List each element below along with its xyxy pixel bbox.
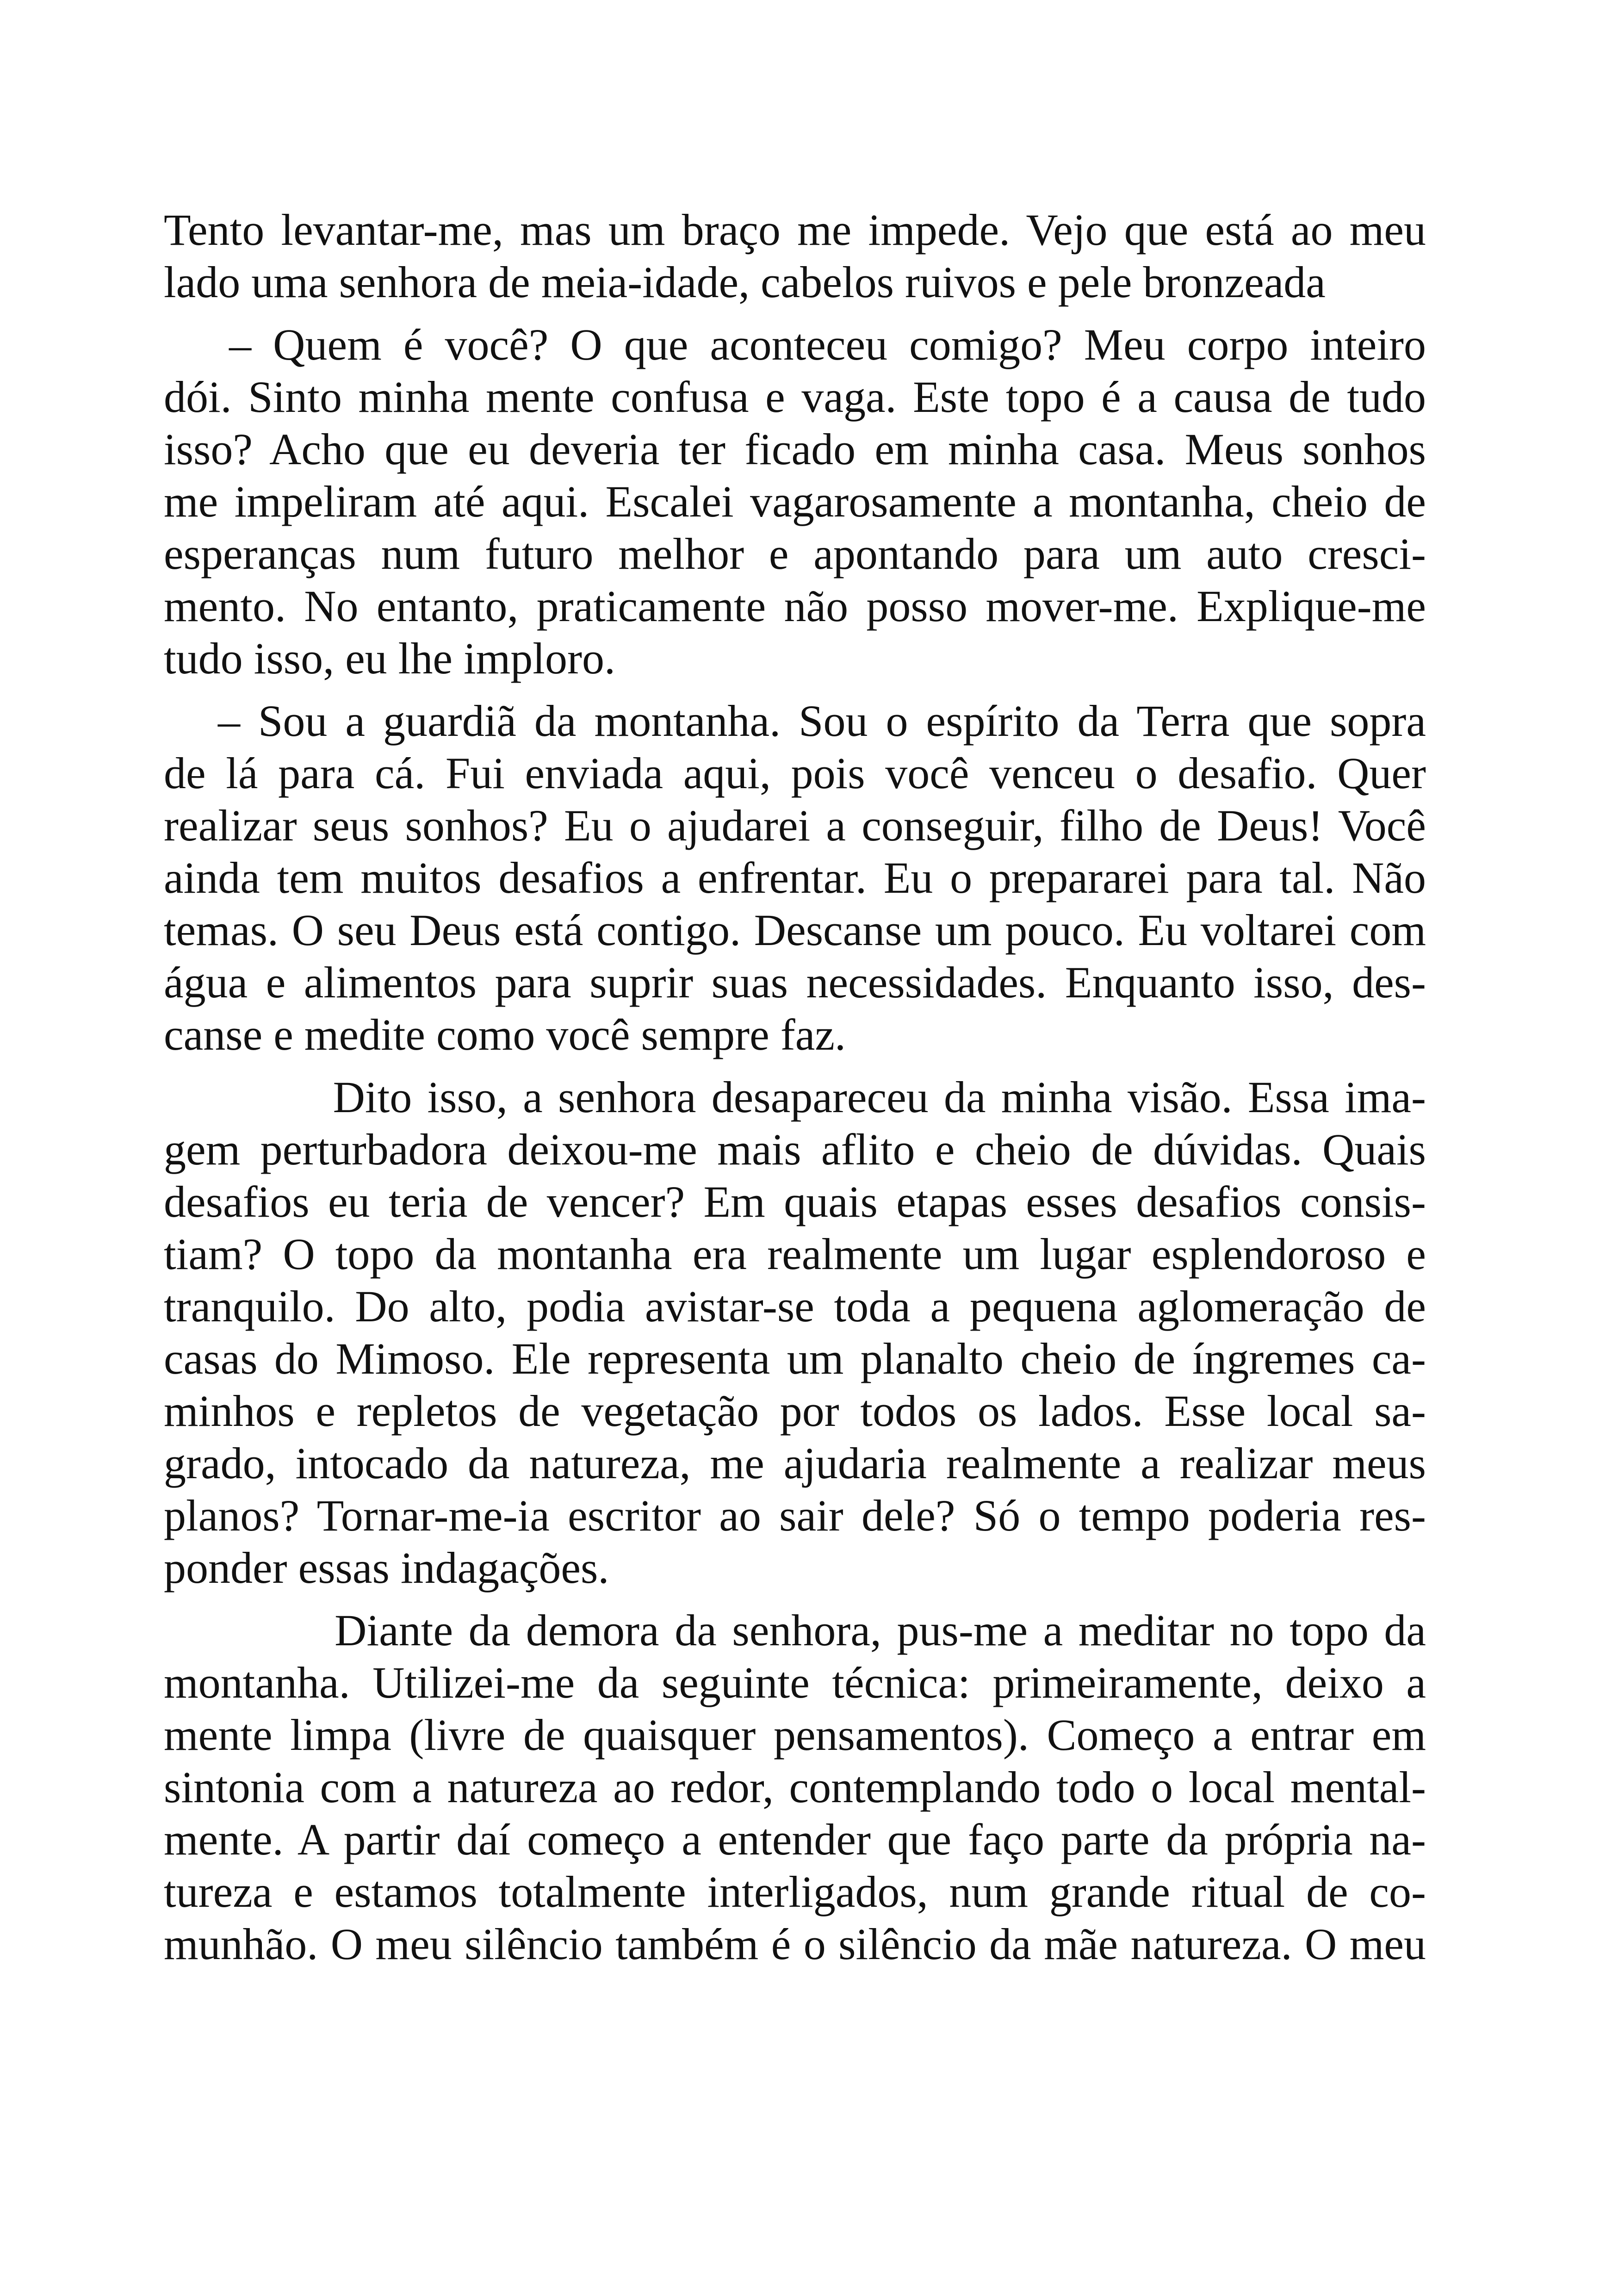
text-line: me impeliram até aqui. Escalei vagarosamente a montanha, cheio de [164, 477, 1426, 526]
text-line: Dito isso, a senhora desapareceu da minha visão. Essa ima- [164, 1072, 1426, 1122]
text-line: desafios eu teria de vencer? Em quais etapas esses desafios consis- [164, 1177, 1426, 1226]
text-line: realizar seus sonhos? Eu o ajudarei a conseguir, filho de Deus! Você [164, 801, 1426, 850]
text-line: esperanças num futuro melhor e apontando para um auto cresci- [164, 529, 1426, 579]
text-line: lado uma senhora de meia-idade, cabelos ruivos e pele bronzeada [164, 257, 1326, 307]
text-line: casas do Mimoso. Ele representa um planalto cheio de íngremes ca- [164, 1334, 1426, 1383]
text-line: montanha. Utilizei-me da seguinte técnica: primeiramente, deixo a [164, 1658, 1426, 1707]
text-line: isso? Acho que eu deveria ter ficado em minha casa. Meus sonhos [164, 424, 1426, 474]
text-line: munhão. O meu silêncio também é o silêncio da mãe natureza. O meu [164, 1919, 1426, 1969]
paragraph-5 [164, 1604, 1426, 1970]
text-line: sintonia com a natureza ao redor, contemplando todo o local mental- [164, 1762, 1426, 1812]
text-line: água e alimentos para suprir suas necessidades. Enquanto isso, des- [164, 958, 1426, 1007]
paragraph-4 [164, 1071, 1426, 1594]
body-text [164, 204, 1426, 1970]
text-line: planos? Tornar-me-ia escritor ao sair dele? Só o tempo poderia res- [164, 1491, 1426, 1540]
text-line: tudo isso, eu lhe imploro. [164, 634, 615, 683]
text-line: ponder essas indagações. [164, 1543, 609, 1593]
text-line: minhos e repletos de vegetação por todos os lados. Esse local sa- [164, 1386, 1426, 1436]
text-line: ainda tem muitos desafios a enfrentar. Eu o prepararei para tal. Não [164, 853, 1426, 902]
text-line: tureza e estamos totalmente interligados, num grande ritual de co- [164, 1867, 1426, 1916]
text-line: – Quem é você? O que aconteceu comigo? Meu corpo inteiro [164, 320, 1426, 369]
text-line: grado, intocado da natureza, me ajudaria realmente a realizar meus [164, 1438, 1426, 1488]
text-line: mente limpa (livre de quaisquer pensamentos). Começo a entrar em [164, 1710, 1426, 1760]
text-line: mente. A partir daí começo a entender que faço parte da própria na- [164, 1815, 1426, 1864]
text-line: Diante da demora da senhora, pus-me a meditar no topo da [164, 1605, 1426, 1655]
text-line: tranquilo. Do alto, podia avistar-se toda a pequena aglomeração de [164, 1282, 1426, 1331]
text-line: tiam? O topo da montanha era realmente um lugar esplendoroso e [164, 1229, 1426, 1279]
text-line: de lá para cá. Fui enviada aqui, pois você venceu o desafio. Quer [164, 748, 1426, 798]
text-line: canse e medite como você sempre faz. [164, 1010, 846, 1059]
text-line: temas. O seu Deus está contigo. Descanse um pouco. Eu voltarei com [164, 905, 1426, 955]
text-line: gem perturbadora deixou-me mais aflito e cheio de dúvidas. Quais [164, 1125, 1426, 1174]
text-line: dói. Sinto minha mente confusa e vaga. Este topo é a causa de tudo [164, 372, 1426, 422]
text-line: mento. No entanto, praticamente não posso mover-me. Explique-me [164, 581, 1426, 631]
paragraph-3 [164, 695, 1426, 1061]
text-line: – Sou a guardiã da montanha. Sou o espírito da Terra que sopra [164, 696, 1426, 746]
paragraph-2 [164, 318, 1426, 684]
text-line: Tento levantar-me, mas um braço me impede. Vejo que está ao meu [164, 205, 1426, 255]
paragraph-1 [164, 204, 1426, 308]
